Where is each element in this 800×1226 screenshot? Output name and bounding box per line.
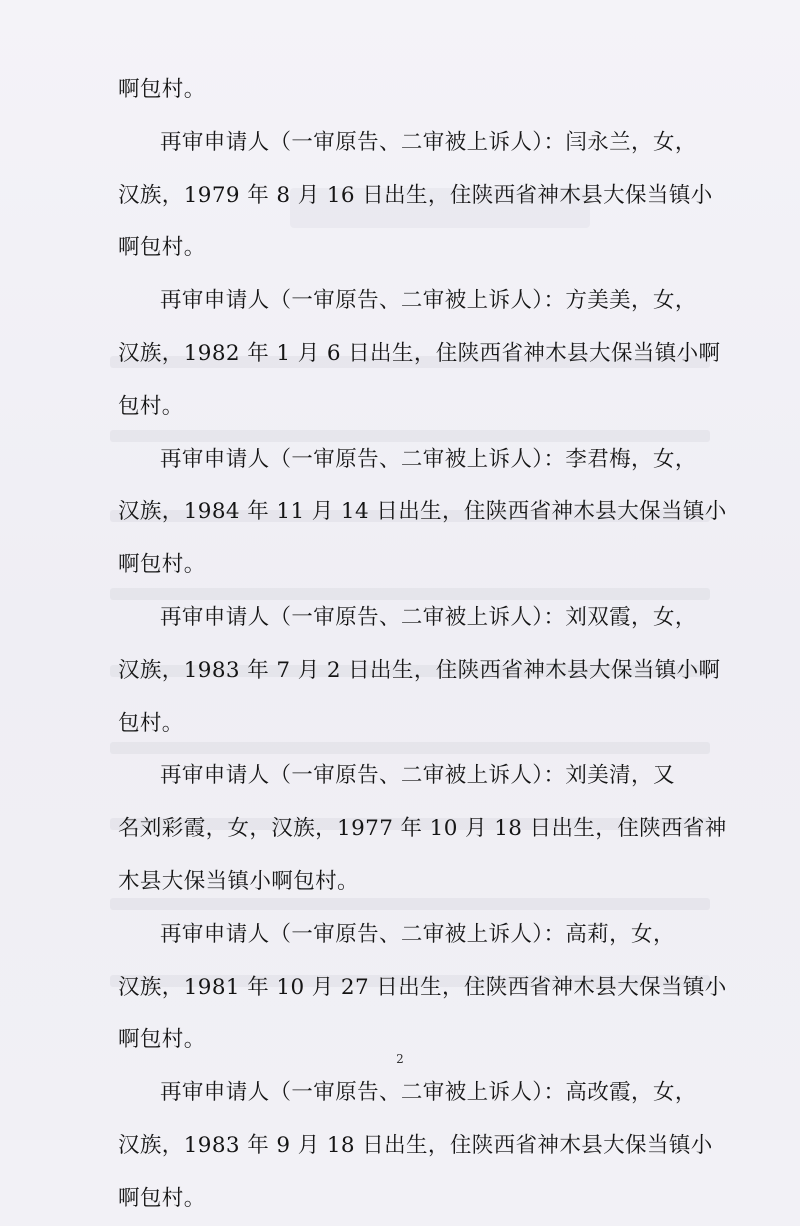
text-line-6: 汉族，1982 年 1 月 6 日出生，住陕西省神木县大保当镇小啊 [118,340,721,366]
text-line-15: 名刘彩霞，女，汉族，1977 年 10 月 18 日出生，住陕西省神 [118,816,727,842]
text-line-11: 再审申请人（一审原告、二审被上诉人）：刘双霞，女， [160,604,697,630]
text-line-8: 再审申请人（一审原告、二审被上诉人）：李君梅，女， [160,446,697,472]
text-line-2: 再审申请人（一审原告、二审被上诉人）：闫永兰，女， [160,129,697,155]
text-line-20: 再审申请人（一审原告、二审被上诉人）：高改霞，女， [160,1080,697,1106]
text-line-16: 木县大保当镇小啊包村。 [118,868,359,894]
text-line-19: 啊包村。 [118,1027,206,1053]
page-number: 2 [396,1052,404,1066]
text-line-5: 再审申请人（一审原告、二审被上诉人）：方美美，女， [160,288,697,314]
text-line-4: 啊包村。 [118,235,206,261]
text-line-18: 汉族，1981 年 10 月 27 日出生，住陕西省神木县大保当镇小 [118,974,727,1000]
text-line-17: 再审申请人（一审原告、二审被上诉人）：高莉，女， [160,921,675,947]
text-line-22: 啊包村。 [118,1185,206,1211]
text-line-1: 啊包村。 [118,77,206,102]
text-line-21: 汉族，1983 年 9 月 18 日出生，住陕西省神木县大保当镇小 [118,1132,713,1158]
text-line-3: 汉族，1979 年 8 月 16 日出生，住陕西省神木县大保当镇小 [118,182,713,208]
text-line-13: 包村。 [118,710,184,736]
text-line-14: 再审申请人（一审原告、二审被上诉人）：刘美清，又 [160,763,675,789]
text-line-12: 汉族，1983 年 7 月 2 日出生，住陕西省神木县大保当镇小啊 [118,657,721,683]
text-line-7: 包村。 [118,393,184,419]
text-line-10: 啊包村。 [118,552,206,578]
text-line-9: 汉族，1984 年 11 月 14 日出生，住陕西省神木县大保当镇小 [118,499,727,525]
